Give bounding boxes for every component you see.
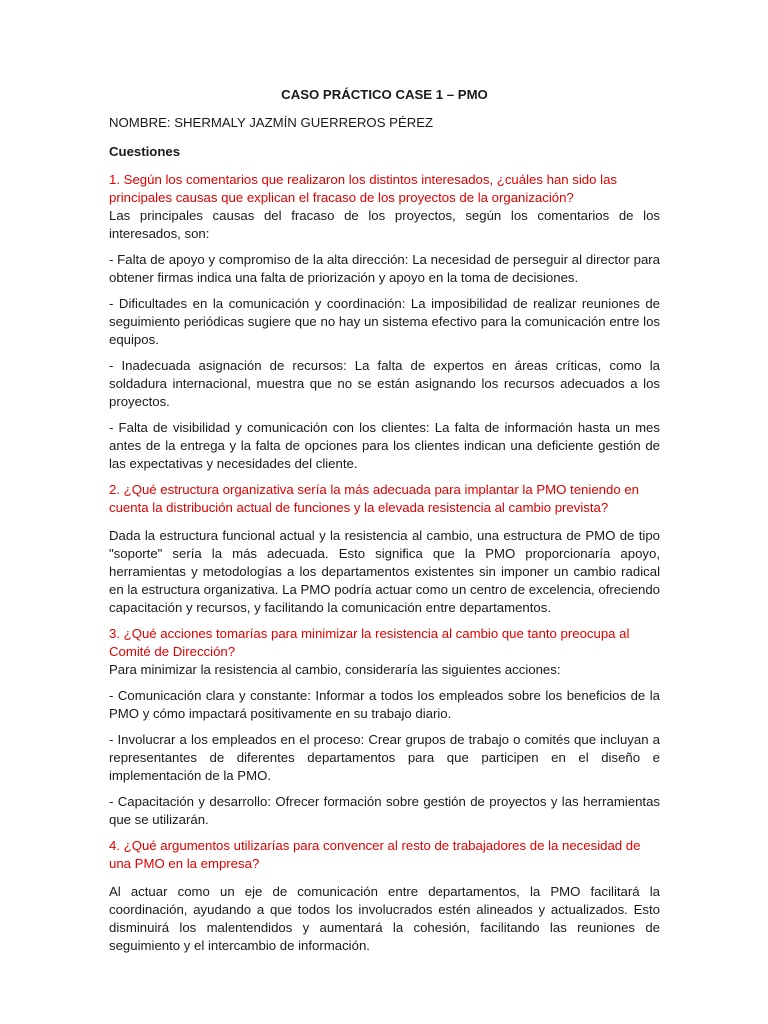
answer-2: Dada la estructura funcional actual y la resistencia al cambio, una estructura de PMO de tipo "soporte" sería la más adecuada. Esto significa que la PMO proporcionaría apoyo, herramientas y metodologías a los departamentos existentes sin imponer un cambio radical en la estructura organizativa. La PMO podría actuar como un centro de excelencia, ofreciendo capacitación y recursos, y facilitando la comunicación entre departamentos. (109, 528, 660, 615)
question-1: 1. Según los comentarios que realizaron los distintos interesados, ¿cuáles han sido las principales causas que explican el fracaso de los proyectos de la organización? (109, 172, 618, 205)
answer-1-point: - Dificultades en la comunicación y coordinación: La imposibilidad de realizar reuniones de seguimiento periódicas sugiere que no hay un sistema efectivo para la comunicación entre los equipos. (109, 296, 660, 347)
answer-3-intro: Para minimizar la resistencia al cambio, consideraría las siguientes acciones: (109, 662, 561, 677)
question-3: 3. ¿Qué acciones tomarías para minimizar la resistencia al cambio que tanto preocupa al Comité de Dirección? (109, 626, 630, 659)
answer-3-point: - Involucrar a los empleados en el proceso: Crear grupos de trabajo o comités que incluyan a representantes de diferentes departamentos para que participen en el diseño e implementación de la PMO. (109, 732, 660, 783)
answer-1-intro: Las principales causas del fracaso de los proyectos, según los comentarios de los interesados, son: (109, 208, 660, 241)
answer-1-point: - Inadecuada asignación de recursos: La falta de expertos en áreas críticas, como la soldadura internacional, muestra que no se están asignando los recursos adecuados a los proyectos. (109, 358, 660, 409)
answer-1-point: - Falta de apoyo y compromiso de la alta dirección: La necesidad de perseguir al director para obtener firmas indica una falta de priorización y apoyo en la toma de decisiones. (109, 252, 660, 285)
question-4: 4. ¿Qué argumentos utilizarías para convencer al resto de trabajadores de la necesidad de una PMO en la empresa? (109, 838, 641, 871)
question-2: 2. ¿Qué estructura organizativa sería la más adecuada para implantar la PMO teniendo en cuenta la distribución actual de funciones y la elevada resistencia al cambio prevista? (109, 482, 639, 515)
document-title: CASO PRÁCTICO CASE 1 – PMO (281, 87, 488, 102)
answer-1-point: - Falta de visibilidad y comunicación con los clientes: La falta de información hasta un mes antes de la entrega y la falta de opciones para los clientes indican una deficiente gestión de las expectativas y necesidades del cliente. (109, 420, 660, 471)
student-name: NOMBRE: SHERMALY JAZMÍN GUERREROS PÉREZ (109, 115, 434, 130)
answer-4: Al actuar como un eje de comunicación entre departamentos, la PMO facilitará la coordinación, ayudando a que todos los involucrados estén alineados y actualizados. Esto disminuirá los malentendidos y aumentará la cohesión, facilitando las reuniones de seguimiento y el intercambio de información. (109, 884, 660, 953)
answer-3-point: - Capacitación y desarrollo: Ofrecer formación sobre gestión de proyectos y las herramientas que se utilizarán. (109, 794, 660, 827)
section-heading: Cuestiones (109, 144, 181, 159)
answer-3-point: - Comunicación clara y constante: Informar a todos los empleados sobre los beneficios de la PMO y cómo impactará positivamente en su trabajo diario. (109, 688, 660, 721)
